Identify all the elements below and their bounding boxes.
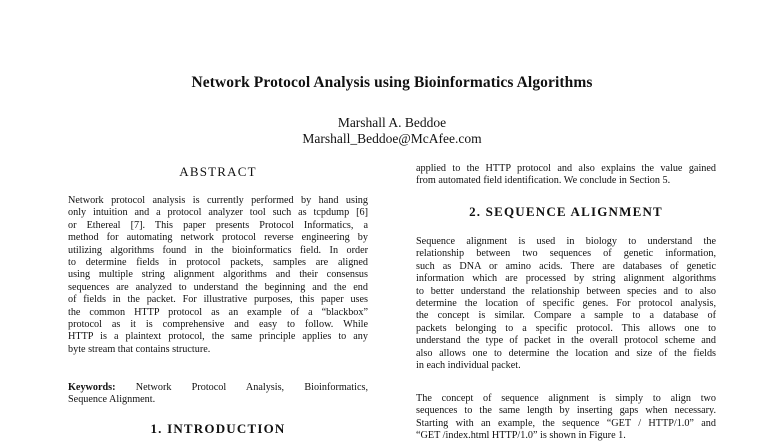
abstract-line: of fields in the packet. For illustrative purposes, this paper uses: [68, 294, 368, 306]
abstract-heading: ABSTRACT: [179, 164, 257, 179]
abstract-line: the common HTTP protocol as an example of a “blackbox”: [68, 306, 368, 318]
abstract-line: to determine fields in protocol packets, samples are aligned: [68, 257, 368, 269]
section2-line: sequences to the same length by inserting gaps when necessary.: [416, 405, 716, 417]
section2-line: packets belonging to a specific protocol. This allows one to: [416, 322, 716, 334]
abstract-line: method for automating network protocol reverse engineering by: [68, 232, 368, 244]
keywords-label: Keywords:: [68, 382, 116, 393]
section2-line: in each individual packet.: [416, 360, 521, 372]
abstract-line: HTTP is a plaintext protocol, the same principle applies to any: [68, 331, 368, 343]
introduction-heading: 1. INTRODUCTION: [150, 421, 286, 436]
section2-line: “GET /index.html HTTP/1.0” is shown in Figure 1.: [416, 430, 626, 441]
author-email: Marshall_Beddoe@McAfee.com: [302, 131, 482, 146]
sequence-alignment-paragraph-2: [416, 393, 716, 441]
keywords-paragraph: [68, 382, 368, 407]
continuation-line: from automated field identification. We conclude in Section 5.: [416, 175, 671, 187]
abstract-line: Network protocol analysis is currently performed by hand using: [68, 195, 368, 206]
keywords-line: [68, 382, 368, 394]
abstract-line: sequences are analyzed to understand the beginning and the end: [68, 281, 368, 293]
abstract-line: protocol as it is comprehensive and easy to follow. While: [68, 319, 368, 331]
abstract-line: byte stream that contains structure.: [68, 343, 211, 355]
abstract-line: or Ethereal [7]. This paper presents Protocol Informatics, a: [68, 219, 368, 231]
abstract-line: using multiple string alignment algorithms and their consensus: [68, 269, 368, 281]
section2-line: The concept of sequence alignment is simply to align two: [416, 393, 716, 404]
abstract-line: utilizing algorithms found in the bioinformatics field. In order: [68, 244, 368, 256]
section2-line: determine the location of specific genes. For protocol analysis,: [416, 298, 716, 310]
abstract-line: only intuition and a protocol analyzer tool such as tcpdump [6]: [68, 207, 368, 219]
sequence-alignment-heading: 2. SEQUENCE ALIGNMENT: [469, 204, 663, 219]
keywords-line: Sequence Alignment.: [68, 394, 156, 406]
section2-line: understand the type of packet in the overall protocol scheme and: [416, 335, 716, 347]
section2-line: Sequence alignment is used in biology to understand the: [416, 236, 716, 247]
section2-line: to better understand the relationship between species and to also: [416, 285, 716, 297]
author-name: Marshall A. Beddoe: [337, 115, 447, 130]
section2-line: such as DNA or amino acids. There are databases of genetic: [416, 260, 716, 272]
section2-line: information which are processed by string alignment algorithms: [416, 273, 716, 285]
section2-line: also allows one to determine the location and size of the fields: [416, 347, 716, 359]
section2-line: Starting with an example, the sequence “GET / HTTP/1.0” and: [416, 417, 716, 429]
continuation-paragraph: [416, 163, 716, 188]
paper-title: Network Protocol Analysis using Bioinformatics Algorithms: [191, 74, 593, 91]
keywords-text: Network Protocol Analysis, Bioinformatics,: [135, 382, 368, 393]
abstract-paragraph: [68, 195, 368, 356]
sequence-alignment-paragraph-1: [416, 236, 716, 372]
continuation-line: applied to the HTTP protocol and also explains the value gained: [416, 163, 716, 174]
section2-line: relationship between two sequences of genetic information,: [416, 248, 716, 260]
section2-line: the concept is similar. Compare a sample to a database of: [416, 310, 716, 322]
